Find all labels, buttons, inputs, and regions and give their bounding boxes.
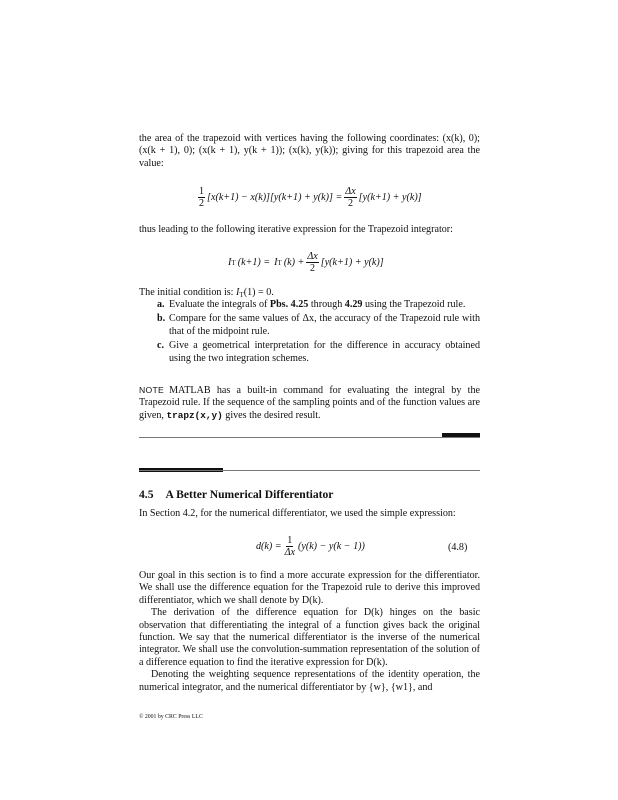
trapezoid-integrator-equation: I T (k+1) = I T (k) + $\frac{\Delta x}{2}$ [y(k+1) + y(k)] <box>228 251 384 274</box>
area-rhs: [y(k+1) + y(k)] <box>358 192 422 203</box>
matlab-note: NOTE MATLAB has a built-in command for evaluating the integral by the Trapezoid rule. If the sequence of the sampling points and of the function values are given, trapz(x,y) gives the desired result. <box>139 385 480 421</box>
body-paragraph: Denoting the weighting sequence representations of the identity operation, the numerical integrator, and the numerical differentiator by {w}, {w1}, and <box>139 669 480 693</box>
area-equation <box>196 186 422 209</box>
body-paragraph: The derivation of the difference equation for D(k) hinges on the basic observation that differentiating the integral of a function gives back the original function. We say that the numerical differentiator is the inverse of the numerical integrator. We shall use the convolution-summation representation of the solution of a difference equation to find the iterative expression for D(k). <box>139 607 480 668</box>
note-label: NOTE <box>139 385 165 395</box>
one-over-dx-fraction: $\frac{1}{\Delta x}$ <box>284 535 295 558</box>
section-rule-line <box>139 470 480 471</box>
end-rule-bar <box>442 433 480 437</box>
area-lhs: [x(k+1) − x(k)][y(k+1) + y(k)] = <box>207 192 343 203</box>
trapz-code: trapz(x,y) <box>166 409 223 421</box>
body-text <box>139 570 480 694</box>
copyright-footer: © 2001 by CRC Press LLC <box>139 714 203 720</box>
dx-over-two-fraction: $\frac{\Delta x}{2}$ <box>307 251 318 274</box>
half-fraction: $\frac{1}{2}$ <box>199 186 205 209</box>
exercise-list <box>139 299 480 367</box>
transition-text: thus leading to the following iterative expression for the Trapezoid integrator: <box>139 224 453 235</box>
section-number: 4.5 <box>139 488 154 501</box>
section-title: A Better Numerical Differentiator <box>165 488 334 501</box>
equation-number: (4.8) <box>448 542 468 553</box>
initial-condition: The initial condition is: $I_T(1) = 0$. <box>139 287 274 299</box>
trapezoid-area-text: the area of the trapezoid with vertices having the following coordinates: (x(k), 0); (x(k + 1), 0); (x(k + 1), y(k + 1)); (x(k), y(k)); giving for this trapezoid area the value: <box>139 133 480 169</box>
list-item: b. Compare for the same values of Δx, the accuracy of the Trapezoid rule with that of the midpoint rule. <box>157 313 480 337</box>
differentiator-equation: d(k) = $\frac{1}{\Delta x}$ (y(k) − y(k − 1)) <box>256 535 365 558</box>
section-intro: In Section 4.2, for the numerical differentiator, we used the simple expression: <box>139 508 456 519</box>
list-item: c. Give a geometrical interpretation for the difference in accuracy obtained using the two integration schemes. <box>157 340 480 364</box>
body-paragraph: Our goal in this section is to find a more accurate expression for the differentiator. We shall use the difference equation for the Trapezoid rule to derive this improved differentiator, which we shall denote by D(k). <box>139 570 480 606</box>
dx-half-fraction: $\frac{\Delta x}{2}$ <box>345 186 356 209</box>
end-rule-line <box>139 437 480 438</box>
list-item: a. Evaluate the integrals of Pbs. 4.25 through 4.29 using the Trapezoid rule. <box>157 299 466 310</box>
intro-paragraph <box>139 133 480 170</box>
section-heading <box>139 488 333 501</box>
